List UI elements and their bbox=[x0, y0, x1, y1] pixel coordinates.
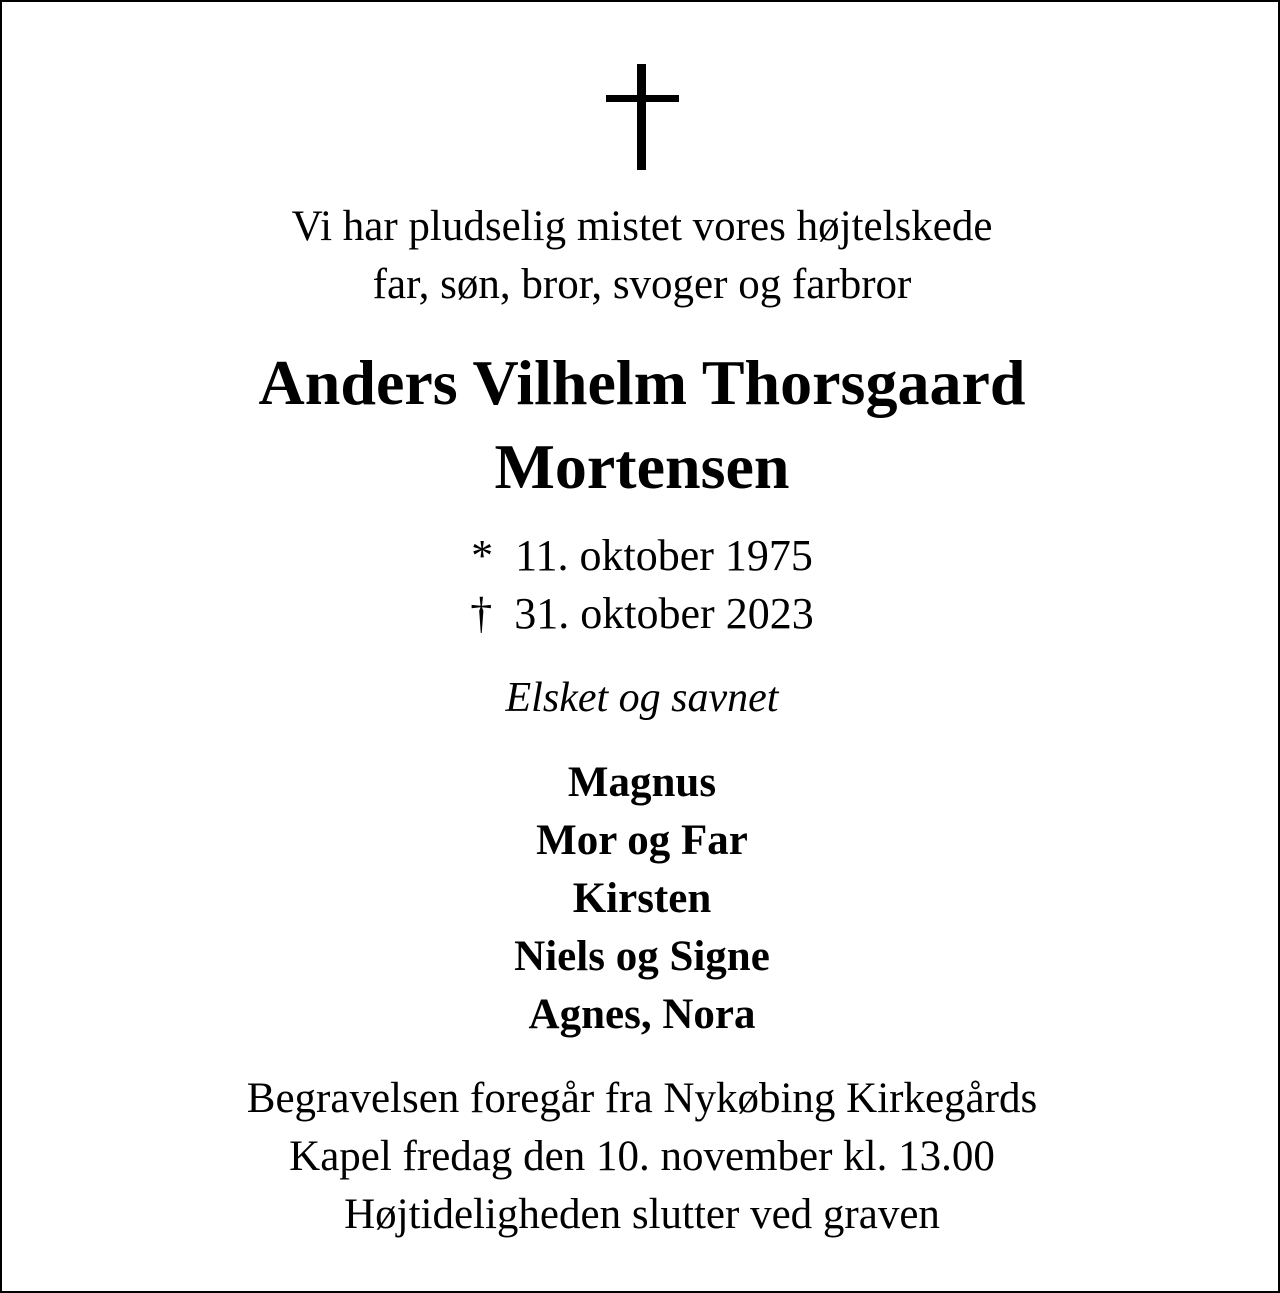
intro-line-1: Vi har pludselig mistet vores højtelskede bbox=[291, 203, 993, 250]
latin-cross-icon bbox=[606, 64, 679, 170]
funeral-info-line-1: Begravelsen foregår fra Nykøbing Kirkegårds bbox=[246, 1075, 1038, 1122]
birth-symbol: * bbox=[471, 531, 494, 580]
deceased-name-line-2: Mortensen bbox=[494, 431, 790, 502]
family-member: Kirsten bbox=[572, 875, 712, 922]
family-member: Agnes, Nora bbox=[528, 991, 756, 1038]
birth-date: 11. oktober 1975 bbox=[515, 531, 813, 580]
death-date-row bbox=[2, 588, 1280, 639]
birth-date-row bbox=[2, 530, 1280, 581]
family-member: Mor og Far bbox=[536, 817, 748, 864]
intro-line-2: far, søn, bror, svoger og farbror bbox=[372, 261, 912, 308]
death-symbol: † bbox=[470, 589, 493, 638]
death-date: 31. oktober 2023 bbox=[514, 589, 814, 638]
deceased-name-line-1: Anders Vilhelm Thorsgaard bbox=[258, 347, 1026, 418]
funeral-info-line-3: Højtideligheden slutter ved graven bbox=[344, 1191, 940, 1238]
family-member: Niels og Signe bbox=[514, 933, 770, 980]
funeral-info-line-2: Kapel fredag den 10. november kl. 13.00 bbox=[289, 1133, 995, 1180]
family-member: Magnus bbox=[567, 759, 717, 806]
motto: Elsket og savnet bbox=[505, 675, 779, 721]
